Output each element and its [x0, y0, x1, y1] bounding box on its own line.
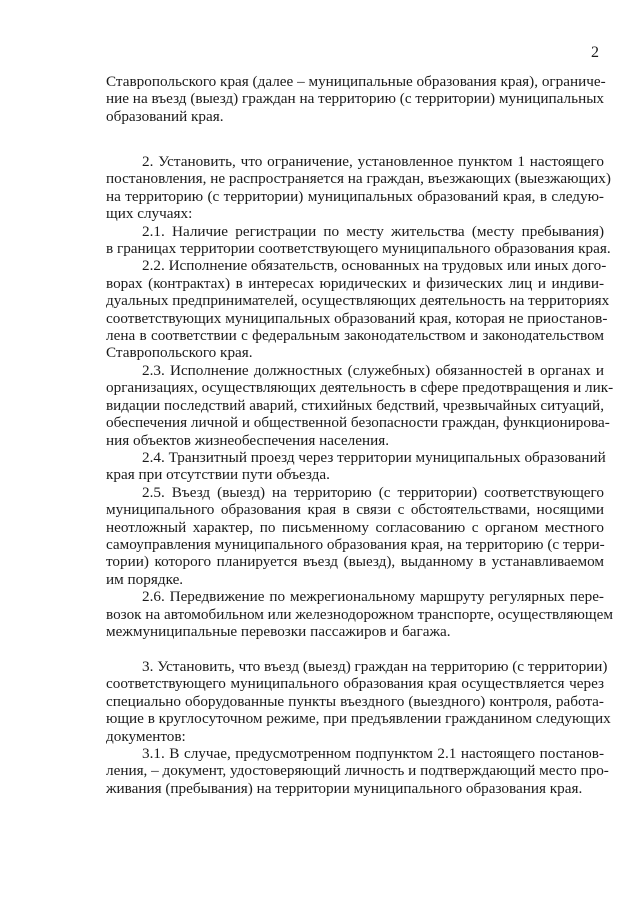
text-line: муниципального образования края в связи с обстоятельствами, носящими [106, 501, 604, 519]
text-line: 2.1. Наличие регистрации по месту жительства (месту пребывания) [142, 222, 604, 240]
section-3 [106, 658, 611, 797]
text-line: 2.6. Передвижение по межрегиональному маршруту регулярных пере- [142, 588, 604, 606]
text-line: видации последствий аварий, стихийных бедствий, чрезвычайных ситуаций, [106, 396, 604, 414]
page-number: 2 [591, 44, 599, 61]
text-line: соответствующих муниципальных образований края, которая не приостанов- [106, 309, 608, 327]
text-line: ворах (контрактах) в интересах юридических и физических лиц и индиви- [106, 274, 604, 292]
text-line: обеспечения личной и общественной безопасности граждан, функционирова- [106, 414, 610, 432]
text-line: документов: [106, 727, 186, 745]
text-line: организациях, осуществляющих деятельность в сфере предотвращения и лик- [106, 379, 614, 397]
text-line: соответствующего муниципального образования края осуществляется через [106, 675, 604, 693]
text-line: самоуправления муниципального образования края, на территорию (с терри- [106, 535, 605, 553]
section-2 [106, 153, 614, 640]
text-line: края при отсутствии пути объезда. [106, 466, 330, 484]
text-line: специально оборудованные пункты въездного (выездного) контроля, работа- [106, 692, 604, 710]
text-line: Ставропольского края. [106, 344, 253, 362]
text-line: 3. Установить, что въезд (выезд) граждан на территорию (с территории) [142, 658, 608, 675]
text-line: ние на въезд (выезд) граждан на территорию (с территории) муниципальных [106, 90, 604, 108]
text-line: в границах территории соответствующего муниципального образования края. [106, 240, 611, 258]
text-line: дуальных предпринимателей, осуществляющих деятельность на территориях [106, 292, 610, 310]
text-line: возок на автомобильном или железнодорожном транспорте, осуществляющем [106, 605, 613, 623]
text-line: 2.4. Транзитный проезд через территории муниципальных образований [142, 448, 606, 466]
text-line: лена в соответствии с федеральным законодательством и законодательством [106, 327, 604, 345]
text-line: ющие в круглосуточном режиме, при предъявлении гражданином следующих [106, 710, 611, 728]
text-line: ления, – документ, удостоверяющий личность и подтверждающий место про- [106, 762, 609, 780]
text-line: 3.1. В случае, предусмотренном подпунктом 2.1 настоящего постанов- [142, 745, 604, 763]
text-line: 2. Установить, что ограничение, установленное пунктом 1 настоящего [142, 153, 604, 170]
text-line: 2.2. Исполнение обязательств, основанных на трудовых или иных дого- [142, 257, 607, 275]
text-line: ния объектов жизнеобеспечения населения. [106, 431, 390, 449]
text-line: образований края. [106, 107, 224, 125]
text-line: 2.3. Исполнение должностных (служебных) обязанностей в органах и [142, 361, 604, 379]
text-line: щих случаях: [106, 205, 193, 223]
text-line: неотложный характер, по письменному согласованию с органом местного [106, 518, 604, 536]
text-line: им порядке. [106, 570, 184, 588]
text-line: на территорию (с территории) муниципальных образований края, в следую- [106, 187, 604, 205]
text-line: Ставропольского края (далее – муниципальные образования края), ограниче- [106, 73, 606, 90]
text-line: межмуниципальные перевозки пассажиров и багажа. [106, 622, 451, 640]
text-line: постановления, не распространяется на граждан, въезжающих (выезжающих) [106, 170, 611, 188]
text-line: тории) которого планируется въезд (выезд), выданному в устанавливаемом [106, 553, 604, 571]
paragraph-1-continuation [106, 73, 604, 125]
text-line: живания (пребывания) на территории муниципального образования края. [106, 779, 583, 797]
text-line: 2.5. Въезд (выезд) на территорию (с территории) соответствующего [142, 483, 604, 501]
